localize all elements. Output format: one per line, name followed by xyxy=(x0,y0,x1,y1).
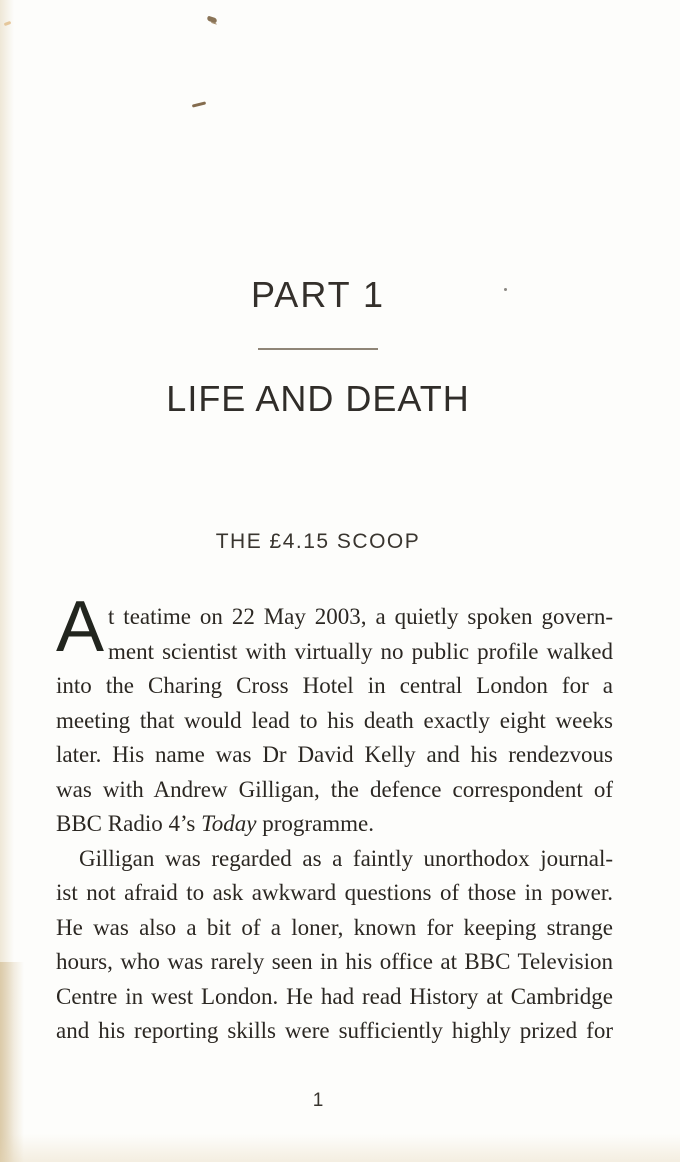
text-line: ment scientist with virtually no public profile walked xyxy=(108,638,613,664)
text-line: and his reporting skills were sufficiently highly prized for xyxy=(56,1018,613,1043)
chapter-heading: THE £4.15 SCOOP xyxy=(215,530,421,553)
body-text-column xyxy=(56,587,613,1049)
text-line: He was also a bit of a loner, known for keeping strange xyxy=(56,914,613,940)
ink-speck xyxy=(4,21,12,26)
text-segment: programme. xyxy=(256,811,374,836)
ink-speck xyxy=(192,101,206,107)
scan-edge-shadow-bottom xyxy=(0,1134,680,1162)
scan-edge-shadow-left xyxy=(0,0,14,1162)
italic-title-text: Today xyxy=(201,811,257,836)
part-label: PART 1 xyxy=(250,274,386,315)
part-divider-rule xyxy=(258,348,378,350)
text-line: meeting that would lead to his death exactly eight weeks xyxy=(56,707,613,733)
text-line xyxy=(56,807,613,842)
ink-speck xyxy=(206,16,217,24)
page-number: 1 xyxy=(312,1090,324,1111)
text-line: later. His name was Dr David Kelly and his rendezvous xyxy=(56,742,613,767)
text-line: t teatime on 22 May 2003, a quietly spoken govern- xyxy=(108,604,613,629)
text-line: into the Charing Cross Hotel in central London for a xyxy=(56,673,613,698)
scan-edge-shadow-corner xyxy=(0,962,24,1162)
text-line: ist not afraid to ask awkward questions of those in power. xyxy=(56,880,613,905)
text-segment: BBC Radio 4’s xyxy=(56,811,202,836)
text-line: hours, who was rarely seen in his office at BBC Television xyxy=(56,949,613,974)
text-line: Gilligan was regarded as a faintly unorthodox journal- xyxy=(79,845,613,871)
text-line: Centre in west London. He had read History at Cambridge xyxy=(56,983,613,1009)
dropcap-letter: A xyxy=(56,587,105,667)
part-title: LIFE AND DEATH xyxy=(166,378,470,419)
text-line: was with Andrew Gilligan, the defence correspondent of xyxy=(56,776,613,802)
